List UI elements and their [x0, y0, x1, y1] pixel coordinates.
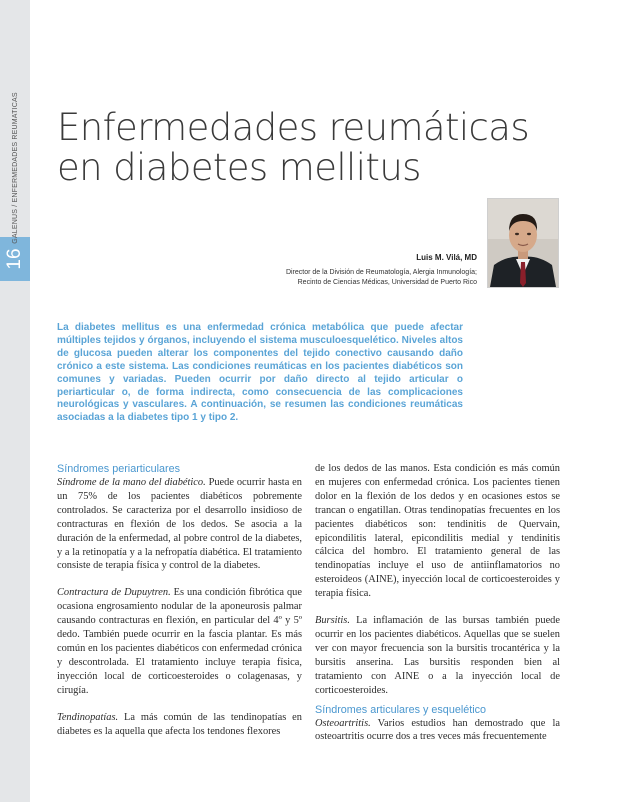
abstract: La diabetes mellitus es una enfermedad crónica metabólica que puede afectar múltiples tejidos y órganos, incluyendo el sistema musculoesquelético. Niveles altos de glucosa pueden alterar los componentes del tejido conectivo causando daño crónico a este sistema. Las condiciones reumáticas en los pacientes diabéticos son comunes y variadas. Pueden ocurrir por daño directo al tejido articular o periarticular o, de forma indirecta, como consecuencia de las complicaciones neurológicas y vasculares. A continuación, se resumen las condiciones reumáticas asociadas a la diabetes tipo 1 y tipo 2.	[57, 322, 463, 424]
author-name: Luis M. Vilá, MD	[416, 253, 477, 262]
text-mano-diabetico: Puede ocurrir hasta en un 75% de los pacientes diabéticos pobremente controlados. Se caracteriza por el desarrollo insidioso de contracturas en flexión de los dedos. Se asocia a la duración de la enfermedad, al pobre control de la diabetes, y a la retinopatía y a la nefropatía diabética. El tratamiento consiste de terapia física y control de la diabetes.	[57, 477, 302, 572]
paragraph-tendinopatias	[57, 711, 302, 739]
paragraph-tendinopatias-cont: de los dedos de las manos. Esta condición es más común en mujeres con enfermedad crónica. Los pacientes tienen dolor en la flexión de los dedos y en ocasiones estos se trancan o engatillan. Otras tendinopatías frecuentes en los pacientes diabéticos son: tendinitis de Quervain, epicondilitis lateral, epicondilitis medial y tendinitis cálcica del hombro. El tratamiento general de las tendinopatías incluye el uso de antiinflamatorios no esteroideos (AINE), inyección local de corticoesteroides y terapia física.	[315, 463, 560, 600]
text-bursitis: La inflamación de las bursas también puede ocurrir en los pacientes diabéticos. Aquellas que se suelen ver con mayor frecuencia son la bursitis trocantérica y la bursitis anserina. Las bursitis responden bien al tratamiento con AINE o a la inyección local de corticoesteroides.	[315, 615, 560, 696]
text-osteoartritis: Varios estudios han demostrado que la osteoartritis ocurre dos a tres veces más frecuentemente	[315, 717, 560, 743]
affiliation-line-2: Recinto de Ciencias Médicas, Universidad de Puerto Rico	[297, 278, 477, 286]
section-heading-articulares: Síndromes articulares y esquelético	[315, 703, 487, 716]
article-title	[57, 108, 577, 188]
section-heading-periarticulares: Síndromes periarticulares	[57, 463, 181, 475]
left-column	[57, 462, 302, 738]
term-osteoartritis: Osteoartritis.	[315, 717, 371, 729]
paragraph-dupuytren	[57, 586, 302, 697]
paragraph-bursitis	[315, 614, 560, 697]
running-head: GALENUS / ENFERMEDADES REUMATICAS	[12, 92, 19, 244]
text-dupuytren: Es una condición fibrótica que ocasiona engrosamiento nodular de la aponeurosis palmar causando contracturas en flexión, en particular del 4º y 5º dedo. También puede ocurrir en la fascia plantar. Es más común en los pacientes diabéticos con enfermedad crónica y descontrolada. El tratamiento incluye terapia física, inyección local de corticoesteroides o colagenasas, y cirugía.	[57, 587, 302, 696]
author-photo	[487, 198, 559, 288]
page-number: 16	[4, 248, 25, 270]
author-affiliation	[217, 268, 477, 287]
paragraph-mano-diabetico	[57, 476, 302, 573]
term-dupuytren: Contractura de Dupuytren.	[57, 587, 171, 599]
term-mano-diabetico: Síndrome de la mano del diabético.	[57, 477, 206, 488]
affiliation-line-1: Director de la División de Reumatología, Alergia Inmunología;	[285, 269, 477, 276]
text-tendinopatias: La más común de las tendinopatías en diabetes es la aquella que afecta los tendones flexores	[57, 711, 302, 737]
term-bursitis: Bursitis.	[315, 615, 350, 627]
paragraph-osteoartritis	[315, 717, 560, 745]
title-line-2: en diabetes mellitus	[57, 146, 421, 189]
term-tendinopatias: Tendinopatías.	[57, 711, 119, 723]
right-column	[315, 462, 560, 744]
title-line-1: Enfermedades reumáticas	[57, 106, 530, 149]
